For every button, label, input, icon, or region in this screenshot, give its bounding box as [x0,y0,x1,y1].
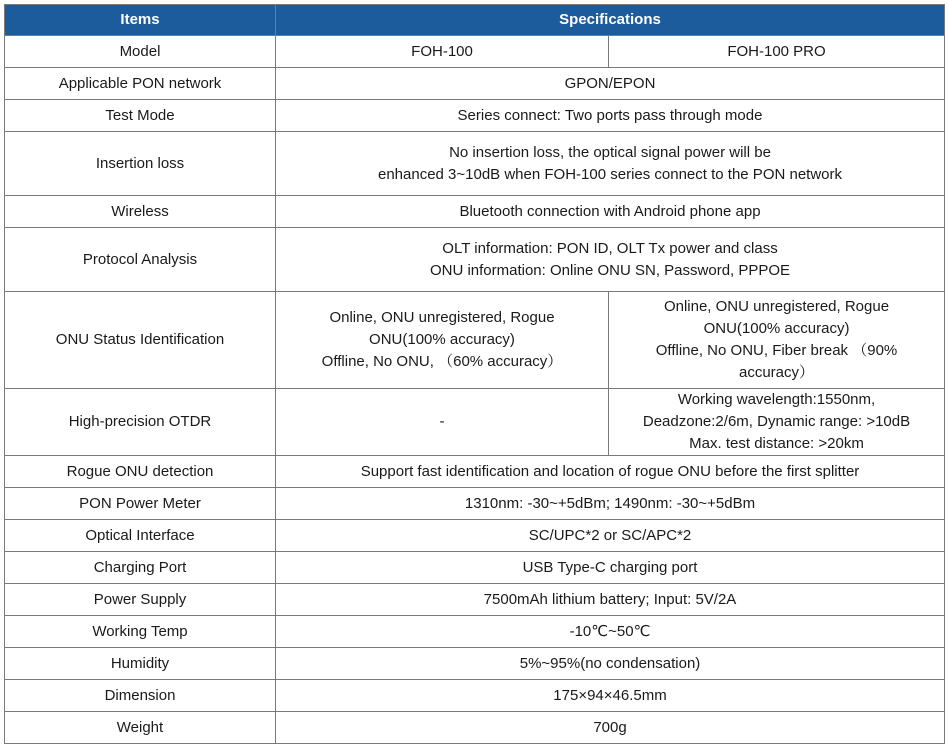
table-row [5,584,945,616]
header-specifications: Specifications [276,5,945,36]
row-label-dimension: Dimension [5,680,276,712]
protocol-line: ONU information: Online ONU SN, Password, PPPOE [429,261,791,279]
row-label-otdr: High-precision OTDR [5,389,276,456]
insertion-loss-line: No insertion loss, the optical signal power will be [449,143,771,161]
test-mode-value: Series connect: Two ports pass through mode [276,100,945,132]
row-label-model: Model [5,36,276,68]
table-row [5,228,945,292]
row-label-onu-status: ONU Status Identification [5,292,276,389]
row-label-optical-interface: Optical Interface [5,520,276,552]
row-label-humidity: Humidity [5,648,276,680]
onu-status-line: Online, ONU unregistered, Rogue [663,298,890,315]
row-label-power-meter: PON Power Meter [5,488,276,520]
row-label-weight: Weight [5,712,276,744]
working-temp-value: -10℃~50℃ [276,616,945,648]
table-row [5,648,945,680]
weight-value: 700g [276,712,945,744]
charging-port-value: USB Type-C charging port [276,552,945,584]
onu-status-value-a [276,292,609,389]
insertion-loss-line: enhanced 3~10dB when FOH-100 series connect to the PON network [377,165,843,183]
onu-status-line: Offline, No ONU, Fiber break （90% [655,342,898,359]
header-items: Items [5,5,276,36]
otdr-line: Max. test distance: >20km [689,435,864,452]
table-row [5,712,945,744]
row-label-charging-port: Charging Port [5,552,276,584]
table-row [5,488,945,520]
otdr-value-a: - [276,389,609,456]
table-row [5,616,945,648]
insertion-loss-value [276,132,945,196]
protocol-analysis-value [276,228,945,292]
otdr-value-b [609,389,945,456]
table-row [5,68,945,100]
row-label-power-supply: Power Supply [5,584,276,616]
pon-network-value: GPON/EPON [276,68,945,100]
table-row [5,132,945,196]
table-row [5,292,945,389]
row-label-insertion-loss: Insertion loss [5,132,276,196]
table-row [5,100,945,132]
table-row [5,389,945,456]
otdr-line: Deadzone:2/6m, Dynamic range: >10dB [642,413,911,430]
table-row [5,196,945,228]
optical-interface-value: SC/UPC*2 or SC/APC*2 [276,520,945,552]
onu-status-line: ONU(100% accuracy) [703,320,850,337]
onu-status-line: Offline, No ONU, （60% accuracy） [321,353,563,370]
row-label-rogue-onu: Rogue ONU detection [5,456,276,488]
spec-table [4,4,945,744]
onu-status-value-b [609,292,945,389]
row-label-wireless: Wireless [5,196,276,228]
onu-status-line: ONU(100% accuracy) [369,331,515,348]
table-row [5,520,945,552]
table-row [5,456,945,488]
row-label-working-temp: Working Temp [5,616,276,648]
rogue-onu-value: Support fast identification and location of rogue ONU before the first splitter [276,456,945,488]
power-supply-value: 7500mAh lithium battery; Input: 5V/2A [276,584,945,616]
otdr-line: Working wavelength:1550nm, [677,391,876,408]
dimension-value: 175×94×46.5mm [276,680,945,712]
protocol-line: OLT information: PON ID, OLT Tx power and class [442,239,778,257]
wireless-value: Bluetooth connection with Android phone app [276,196,945,228]
model-value-b: FOH-100 PRO [609,36,945,68]
row-label-test-mode: Test Mode [5,100,276,132]
table-row [5,680,945,712]
row-label-protocol-analysis: Protocol Analysis [5,228,276,292]
table-row [5,552,945,584]
table-row [5,36,945,68]
humidity-value: 5%~95%(no condensation) [276,648,945,680]
onu-status-line: Online, ONU unregistered, Rogue [329,309,555,326]
model-value-a: FOH-100 [276,36,609,68]
power-meter-value: 1310nm: -30~+5dBm; 1490nm: -30~+5dBm [276,488,945,520]
header-row [5,5,945,36]
onu-status-line: accuracy） [738,364,815,381]
row-label-pon-network: Applicable PON network [5,68,276,100]
